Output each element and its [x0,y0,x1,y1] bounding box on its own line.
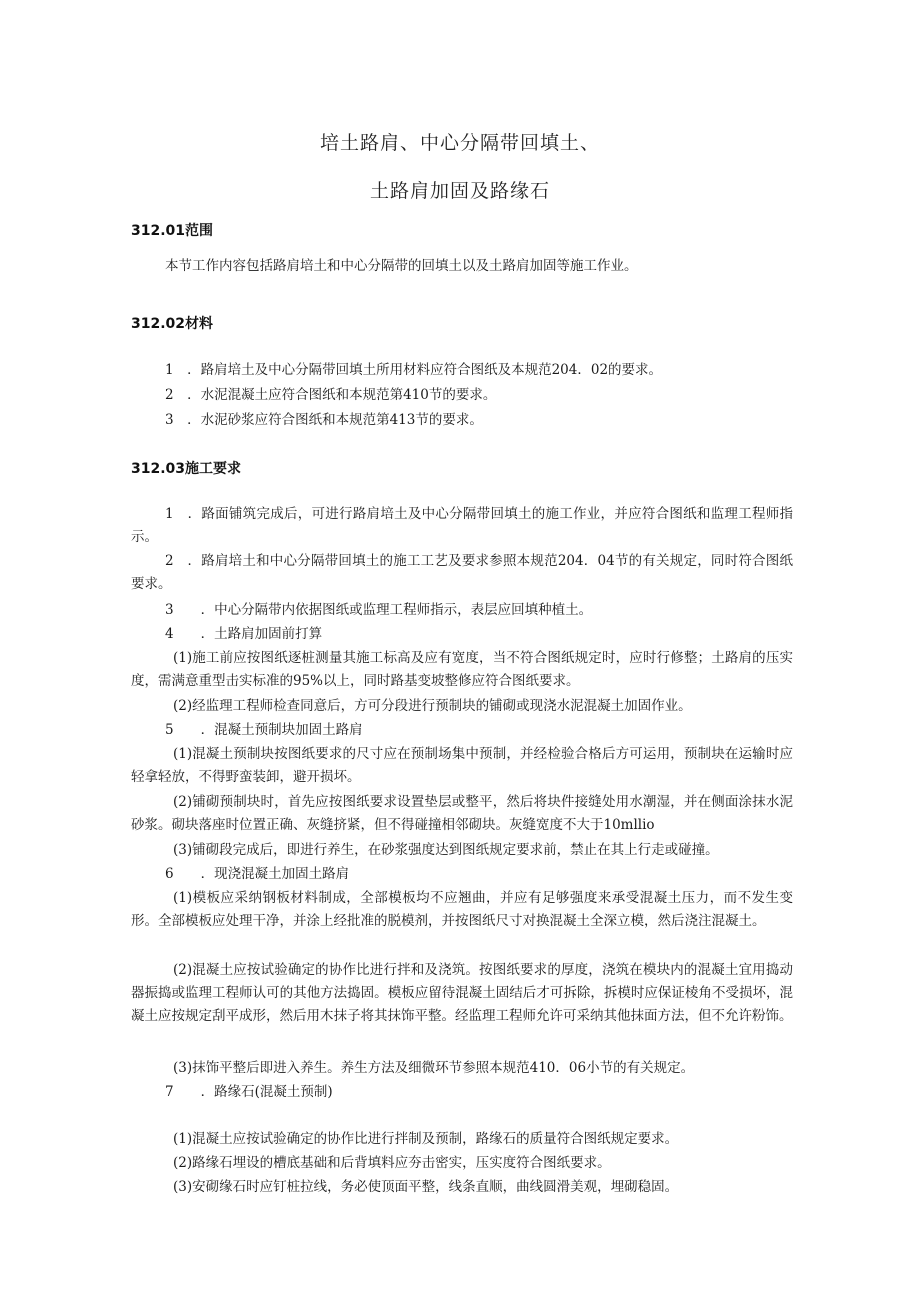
construction-paragraph-4: 4 ．土路肩加固前打算 [165,626,323,642]
scope-body: 本节工作内容包括路肩培土和中心分隔带的回填土以及土路肩加固等施工作业。 [165,258,638,274]
construction-item-4-1: (1)施工前应按图纸逐桩测量其施工标高及应有宽度，当不符合图纸规定时，应时行修整；土路肩的压实度，需满意重型击实标准的95%以上，同时路基变坡整修应符合图纸要求。 [131,650,793,689]
construction-paragraph-1: 1 ．路面铺筑完成后，可进行路肩培土及中心分隔带回填土的施工作业，并应符合图纸和监理工程师指示。 [131,506,793,545]
materials-item-3: 3 ．水泥砂浆应符合图纸和本规范第413节的要求。 [165,412,483,428]
construction-item-4-2: (2)经监理工程师检查同意后，方可分段进行预制块的铺砌或现浇水泥混凝土加固作业。 [173,698,692,714]
construction-paragraph-3: 3 ．中心分隔带内依据图纸或监理工程师指示，表层应回填种植土。 [165,602,593,618]
construction-paragraph-6: 6 ．现浇混凝土加固土路肩 [165,866,350,882]
materials-item-2: 2 ．水泥混凝土应符合图纸和本规范第410节的要求。 [165,387,497,403]
construction-item-5-2: (2)铺砌预制块时，首先应按图纸要求设置垫层或整平，然后将块件接缝处用水潮湿，并在侧面涂抹水泥砂浆。砌块落座时位置正确、灰缝挤紧，但不得碰撞相邻砌块。灰缝宽度不大于10mllio [131,794,793,833]
construction-paragraph-5: 5 ．混凝土预制块加固土路肩 [165,722,363,738]
construction-item-6-1: (1)模板应采纳钢板材料制成，全部模板均不应翘曲，并应有足够强度来承受混凝土压力，而不发生变形。全部模板应处理干净，并涂上经批准的脱模剂，并按图纸尺寸对换混凝土全深立模，然后浇注混凝土。 [131,890,793,929]
construction-item-7-2: (2)路缘石埋设的槽底基础和后背填料应夯击密实，压实度符合图纸要求。 [173,1155,611,1171]
construction-item-6-3: (3)抹饰平整后即进入养生。养生方法及细微环节参照本规范410．06小节的有关规定。 [173,1060,695,1076]
construction-paragraph-2: 2 ．路肩培土和中心分隔带回填土的施工工艺及要求参照本规范204．04节的有关规定，同时符合图纸要求。 [131,553,793,592]
title-line-1: 培土路肩、中心分隔带回填土、 [319,132,600,154]
section-heading-construction: 312.03施工要求 [131,461,242,477]
section-heading-materials: 312.02材料 [131,316,214,332]
construction-item-7-3: (3)安砌缘石时应钉桩拉线，务必使顶面平整，线条直顺，曲线圆滑美观，埋砌稳固。 [173,1179,679,1195]
construction-item-5-1: (1)混凝土预制块按图纸要求的尺寸应在预制场集中预制，并经检验合格后方可运用，预制块在运输时应轻拿轻放，不得野蛮装卸，避开损坏。 [131,746,793,785]
materials-item-1: 1 ．路肩培土及中心分隔带回填土所用材料应符合图纸及本规范204．02的要求。 [165,362,663,378]
title-line-2: 土路肩加固及路缘石 [369,180,550,202]
construction-item-7-1: (1)混凝土应按试验确定的协作比进行拌制及预制，路缘石的质量符合图纸规定要求。 [173,1131,679,1147]
section-heading-scope: 312.01范围 [131,223,214,239]
construction-item-6-2: (2)混凝土应按试验确定的协作比进行拌和及浇筑。按图纸要求的厚度，浇筑在模块内的混凝土宜用捣动器振捣或监理工程师认可的其他方法捣固。模板应留待混凝土固结后才可拆除，拆模时应保证棱角不受损坏，混凝土应按规定刮平成形，然后用木抹子将其抹饰平整。经监理工程师允许可采纳其他抹面方法，但不允许粉饰。 [131,962,793,1024]
construction-paragraph-7: 7 ．路缘石(混凝土预制) [165,1084,333,1100]
construction-item-5-3: (3)铺砌段完成后，即进行养生，在砂浆强度达到图纸规定要求前，禁止在其上行走或碰撞。 [173,842,719,858]
